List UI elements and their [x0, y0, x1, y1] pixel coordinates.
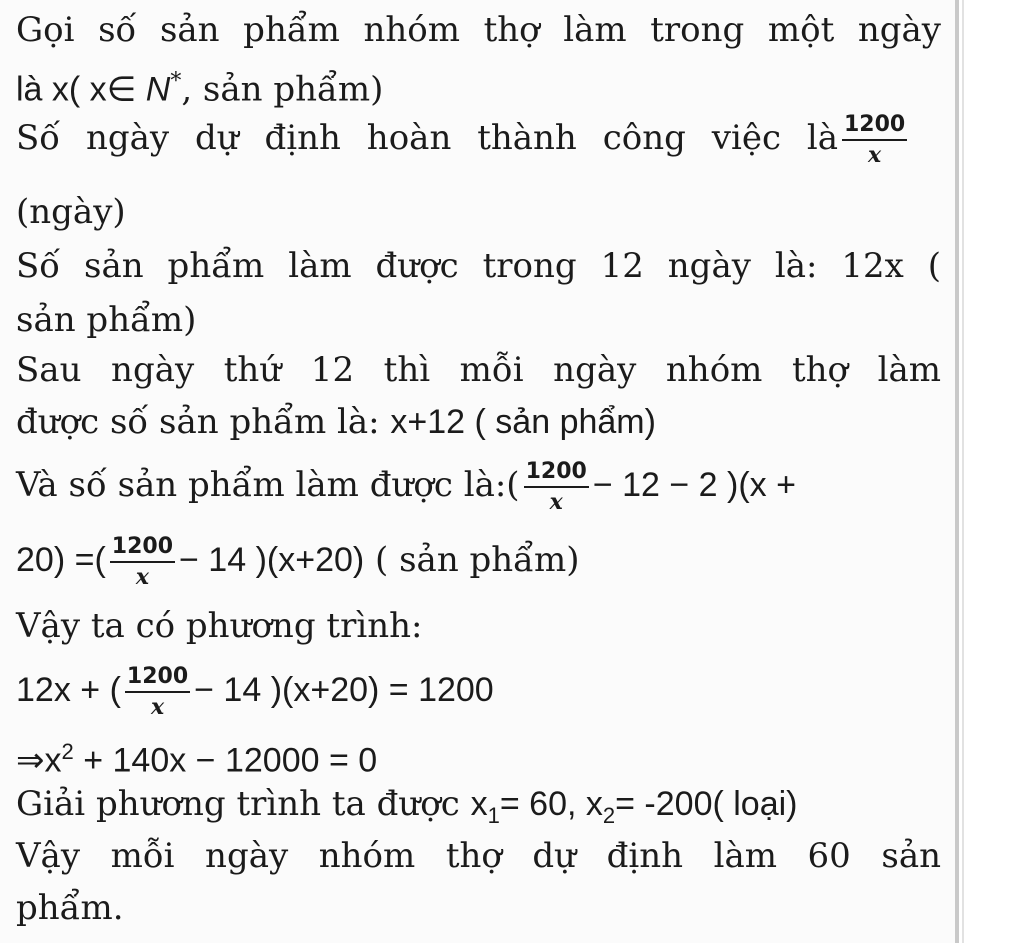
text-segment: , sản phẩm)	[181, 69, 384, 110]
text-line-5	[16, 242, 941, 294]
text-segment: Giải phương trình ta được	[16, 784, 471, 824]
text-line-11: Vậy ta có phương trình:	[16, 606, 423, 646]
fraction-denominator: x	[549, 489, 563, 515]
text-line-8	[16, 398, 656, 450]
text-line-14	[16, 780, 798, 832]
text-segment: x	[470, 785, 488, 823]
text-segment: − 14 )(x+20) = 1200	[194, 671, 494, 709]
fraction-numerator: 1200	[842, 114, 907, 141]
subscript-1: 1	[487, 802, 500, 828]
text-line-9	[16, 461, 941, 513]
fraction-1200-over-x	[110, 536, 175, 588]
fraction-1200-over-x	[842, 114, 907, 166]
text-segment: được số sản phẩm là:	[16, 402, 391, 442]
text-line-3	[16, 114, 941, 166]
text-segment: là x( x∈	[16, 70, 146, 109]
text-segment: 20) =(	[16, 541, 106, 579]
text-line-2	[16, 58, 383, 110]
text-segment: = 60, x	[499, 785, 603, 823]
text-segment: 12x + (	[16, 671, 121, 709]
fraction-numerator: 1200	[110, 536, 175, 563]
superscript-star: *	[170, 69, 182, 94]
page-edge-line	[962, 0, 964, 943]
text-segment: x+12 ( sản phẩm)	[390, 403, 656, 441]
text-segment: ⇒x	[16, 741, 62, 780]
text-line-10	[16, 536, 580, 588]
text-segment: − 14 )(x+20)	[179, 541, 365, 579]
text-segment: Số ngày dự định hoàn thành công việc là	[16, 118, 838, 158]
math-symbol-n: N	[145, 70, 171, 109]
text-segment: Và số sản phẩm làm được là:(	[16, 465, 520, 505]
text-segment: = -200( loại)	[615, 785, 798, 823]
text-line-6: sản phẩm)	[16, 300, 197, 340]
text-line-16: phẩm.	[16, 888, 124, 928]
fraction-denominator: x	[868, 142, 882, 168]
text-segment: + 140x − 12000 = 0	[73, 741, 378, 780]
fraction-denominator: x	[135, 564, 149, 590]
fraction-1200-over-x	[125, 666, 190, 718]
text-segment: Số sản phẩm làm được trong 12 ngày là: 12x (	[16, 246, 941, 286]
text-line-1: Gọi số sản phẩm nhóm thợ làm trong một ngày	[16, 10, 941, 50]
subscript-2: 2	[602, 802, 616, 828]
fraction-numerator: 1200	[125, 666, 190, 693]
text-line-13	[16, 728, 377, 780]
text-segment: − 12 − 2 )(x +	[592, 466, 796, 504]
text-segment: ( sản phẩm)	[364, 540, 580, 580]
fraction-1200-over-x	[524, 461, 589, 513]
text-line-4: (ngày)	[16, 192, 126, 232]
text-line-7: Sau ngày thứ 12 thì mỗi ngày nhóm thợ làm	[16, 350, 941, 390]
superscript-2: 2	[61, 739, 74, 764]
fraction-numerator: 1200	[524, 461, 589, 488]
text-line-15: Vậy mỗi ngày nhóm thợ dự định làm 60 sản	[16, 836, 941, 876]
fraction-denominator: x	[150, 694, 165, 720]
text-line-12	[16, 666, 494, 718]
page-edge-shadow	[955, 0, 959, 943]
